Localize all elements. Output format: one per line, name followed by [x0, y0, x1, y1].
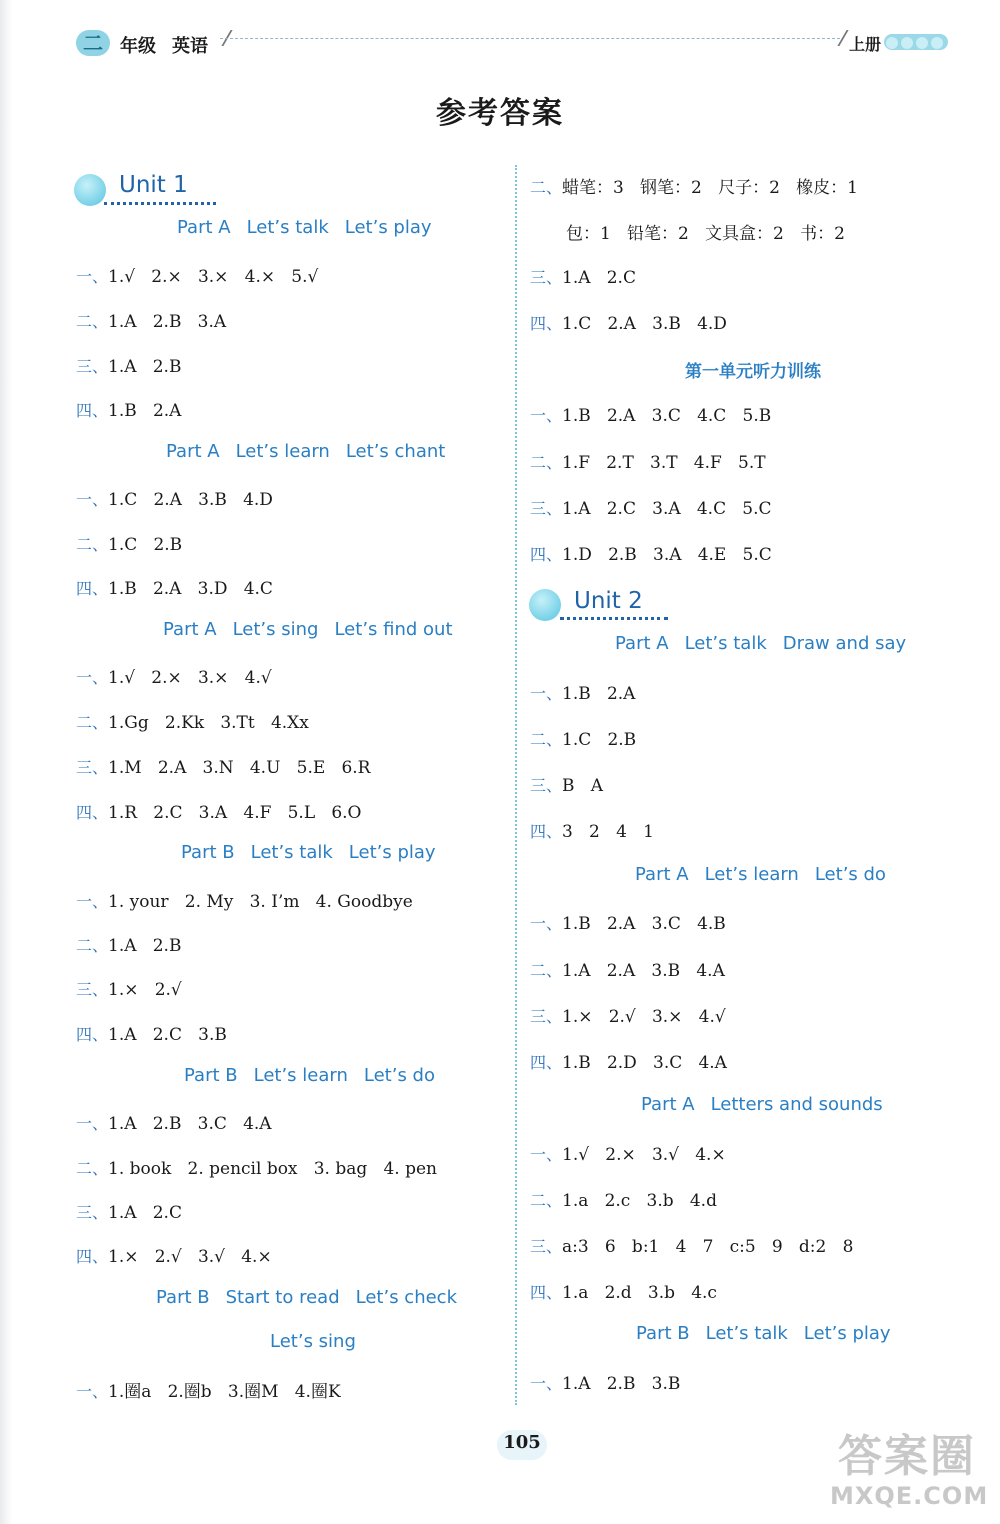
answer-row: 四、1.C 2.A 3.B 4.D — [530, 314, 727, 334]
answer-row: 一、1.C 2.A 3.B 4.D — [76, 490, 273, 510]
grade-label: 年级 — [120, 36, 156, 57]
watermark-logo: 答案圈 — [838, 1431, 976, 1482]
answer-row: 二、蜡笔：3 钢笔：2 尺子：2 橡皮：1 — [530, 178, 858, 198]
unit-2-title: Unit 2 — [574, 588, 643, 614]
section-heading: Part A Let’s learn Let’s chant — [166, 441, 446, 462]
answer-row: 二、1.Gg 2.Kk 3.Tt 4.Xx — [76, 713, 309, 733]
unit-1-circle-icon — [74, 174, 106, 206]
answer-row: 四、1.× 2.√ 3.√ 4.× — [76, 1247, 272, 1267]
section-heading: Part A Let’s talk Let’s play — [177, 217, 432, 238]
answer-row: 一、1.√ 2.× 3.× 4.√ — [76, 668, 272, 688]
answer-row: 三、B A — [530, 776, 603, 796]
answer-row: 三、1.A 2.C 3.A 4.C 5.C — [530, 499, 772, 519]
answer-row: 一、1.A 2.B 3.C 4.A — [76, 1114, 272, 1134]
grade-badge: 二 — [76, 30, 110, 56]
section-heading: Part B Let’s talk Let’s play — [636, 1323, 891, 1344]
answer-row: 一、1.B 2.A 3.C 4.B — [530, 914, 726, 934]
section-heading: Part A Let’s learn Let’s do — [635, 864, 886, 885]
page-edge-shadow — [0, 0, 12, 1524]
answer-row: 一、1.B 2.A 3.C 4.C 5.B — [530, 406, 772, 426]
section-heading: Part B Let’s talk Let’s play — [181, 842, 436, 863]
page-number: 105 — [503, 1432, 541, 1453]
section-heading: Part B Let’s learn Let’s do — [184, 1065, 435, 1086]
answer-row: 二、1.C 2.B — [76, 535, 183, 555]
answer-row: 二、1. book 2. pencil box 3. bag 4. pen — [76, 1159, 437, 1179]
answer-row: 包：1 铅笔：2 文具盒：2 书：2 — [566, 224, 845, 244]
answer-row: 一、1.B 2.A — [530, 684, 636, 704]
answer-row: 三、1.× 2.√ — [76, 980, 182, 1000]
answer-row: 二、1.A 2.B 3.A — [76, 312, 227, 332]
section-heading: Part B Start to read Let’s check — [156, 1287, 458, 1308]
section-heading: Part A Letters and sounds — [641, 1094, 883, 1115]
answer-row: 三、1.A 2.B — [76, 357, 182, 377]
answer-row: 三、1.A 2.C — [530, 268, 636, 288]
answer-row: 三、1.A 2.C — [76, 1203, 182, 1223]
section-heading: Part A Let’s sing Let’s find out — [163, 619, 453, 640]
answer-row: 一、1.圈a 2.圈b 3.圈M 4.圈K — [76, 1382, 341, 1402]
answer-row: 四、1.A 2.C 3.B — [76, 1025, 227, 1045]
answer-row: 四、1.B 2.D 3.C 4.A — [530, 1053, 727, 1073]
answer-row: 四、1.D 2.B 3.A 4.E 5.C — [530, 545, 772, 565]
column-divider — [515, 165, 517, 1405]
answer-row: 一、1.√ 2.× 3.√ 4.× — [530, 1145, 726, 1165]
unit-2-underline — [560, 617, 668, 620]
answer-row: 三、a:3 6 b:1 4 7 c:5 9 d:2 8 — [530, 1237, 854, 1257]
answer-row: 一、1.A 2.B 3.B — [530, 1374, 681, 1394]
answer-row: 四、3 2 4 1 — [530, 822, 654, 842]
answer-row: 一、1.√ 2.× 3.× 4.× 5.√ — [76, 267, 319, 287]
answer-row: 二、1.a 2.c 3.b 4.d — [530, 1191, 717, 1211]
unit-2-circle-icon — [529, 589, 561, 621]
watermark-url: MXQE.COM — [830, 1482, 989, 1510]
unit-1-title: Unit 1 — [119, 172, 188, 198]
decorative-pills-icon — [884, 34, 948, 50]
page-title: 参考答案 — [436, 96, 564, 131]
section-heading-cont: Let’s sing — [270, 1331, 356, 1352]
answer-row: 二、1.F 2.T 3.T 4.F 5.T — [530, 453, 766, 473]
answer-row: 四、1.R 2.C 3.A 4.F 5.L 6.O — [76, 803, 362, 823]
answer-row: 四、1.B 2.A 3.D 4.C — [76, 579, 273, 599]
answer-row: 四、1.B 2.A — [76, 401, 182, 421]
answer-row: 二、1.A 2.B — [76, 936, 182, 956]
header-dashed-line — [220, 38, 840, 39]
page-header — [0, 0, 1000, 70]
answer-row: 三、1.M 2.A 3.N 4.U 5.E 6.R — [76, 758, 371, 778]
header-slash-right — [823, 30, 848, 46]
answer-row: 四、1.a 2.d 3.b 4.c — [530, 1283, 717, 1303]
volume-label: 上册 — [849, 35, 882, 54]
subject-label: 英语 — [172, 36, 208, 57]
answer-row: 二、1.C 2.B — [530, 730, 637, 750]
answer-row: 二、1.A 2.A 3.B 4.A — [530, 961, 725, 981]
answer-row: 三、1.× 2.√ 3.× 4.√ — [530, 1007, 726, 1027]
watermark — [830, 1420, 990, 1520]
unit-1-underline — [104, 202, 216, 205]
section-heading: Part A Let’s talk Draw and say — [615, 633, 907, 654]
answer-row: 一、1. your 2. My 3. I’m 4. Goodbye — [76, 892, 413, 912]
listening-heading: 第一单元听力训练 — [685, 362, 821, 382]
